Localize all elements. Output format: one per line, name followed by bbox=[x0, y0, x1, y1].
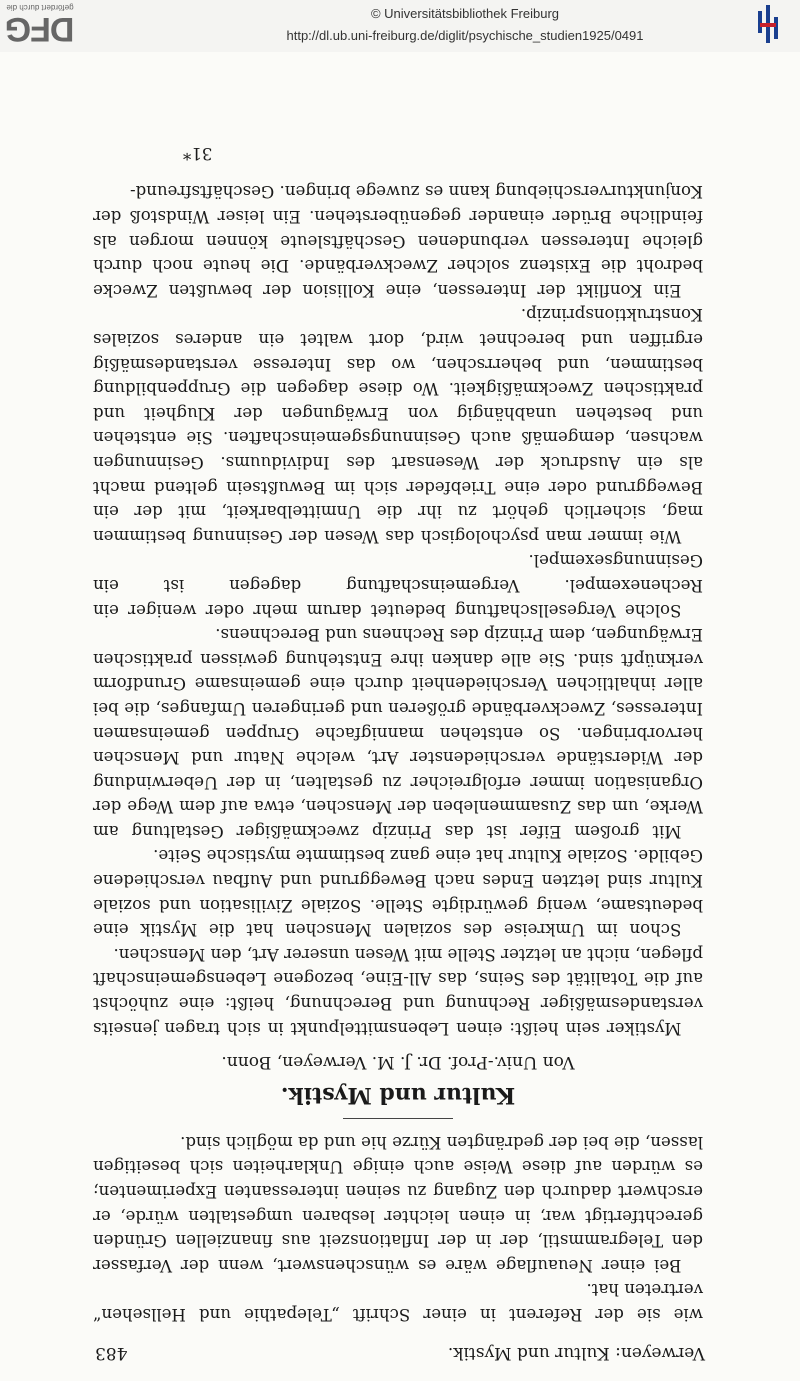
section-divider bbox=[343, 1118, 453, 1119]
body-text bbox=[93, 140, 703, 1326]
paragraph: Ein Konflikt der Interessen, eine Kollision der bewußten Zwecke bedroht die Existenz solcher Zweckverbände. Die heute noch durch gleiche Interessen verbundenen Geschäftsleute können morgen als feindliche Brüder einander gegenüberstehen. Ein leiser Windstoß der Konjunkturverschiebung kann es zuwege bringen. Geschäftsfreund- bbox=[93, 182, 703, 300]
dfg-logo[interactable] bbox=[4, 2, 76, 48]
running-head-title: Verweyen: Kultur und Mystik. bbox=[447, 1343, 705, 1363]
library-logo-icon[interactable] bbox=[752, 3, 784, 45]
author-line: Von Univ.-Prof. Dr. J. M. Verweyen, Bonn. bbox=[221, 1052, 575, 1073]
running-head bbox=[95, 1333, 705, 1363]
paragraph: Solche Vergesellschaftung bedeutet darum mehr oder weniger ein Rechenexempel. Vergemeinschaftung dagegen ist ein Gesinnungsexempel. bbox=[93, 551, 703, 620]
page-content-rotated bbox=[0, 52, 800, 1381]
article-title: Kultur und Mystik. bbox=[280, 1082, 516, 1109]
paragraph: Bei einer Neuauflage wäre es wünschenswert, wenn der Verfasser den Telegrammstil, der in der Inflationszeit aus finanziellen Gründen gerechtfertigt war, in einen leichter lesbaren umgestalten würde, er erschwert dadurch den Zugang zu seinen interessanten Experimenten; es würden auf diese Weise auch einige Unklarheiten sich beseitigen lassen, die bei der gedrängten Kürze hie und da möglich sind. bbox=[93, 1132, 703, 1275]
viewer-header bbox=[0, 0, 800, 53]
page-number: 483 bbox=[95, 1343, 128, 1363]
paragraph: Mystiker sein heißt: einen Lebensmittelpunkt in sich tragen jenseits verstandesmäßiger Rechnung und Berechnung, heißt: eine zuhöchst auf die Totalität des Seins, das All-Eine, bezogene Lebensgemeinschaft pflegen, nicht an letzter Stelle mit Wesen unserer Art, den Menschen. bbox=[93, 944, 703, 1038]
permalink-url[interactable]: http://dl.ub.uni-freiburg.de/diglit/psychische_studien1925/0491 bbox=[286, 28, 644, 43]
dfg-logo-text: DFG bbox=[5, 10, 75, 48]
paragraph: Schon im Umkreise des sozialen Menschen hat die Mystik eine bedeutsame, wenig gewürdigte Stelle. Soziale Zivilisation und soziale Kultur sind letzten Endes nach Beweggrund und Aufbau verschiedene Gebilde. Soziale Kultur hat eine ganz bestimmte mystische Seite. bbox=[93, 846, 703, 940]
signature-mark: 31* bbox=[183, 143, 213, 163]
paragraph: wie sie der Referent in einer Schrift „Telepathie und Hellsehen“ vertreten hat. bbox=[93, 1280, 703, 1324]
copyright-notice: © Universitätsbibliothek Freiburg bbox=[370, 6, 560, 21]
paragraph: Mit großem Eifer ist das Prinzip zweckmäßiger Gestaltung am Werke, um das Zusammenleben der Menschen, etwa auf dem Wege der Organisation immer erfolgreicher zu gestalten, in der Ueberwindung der Widerstände verschiedenster Art, welche Natur und Menschen hervorbringen. So entstehen mannigfache Gruppen gemeinsamen Interesses, Zweckverbände größeren und geringeren Umfanges, die bei aller inhaltlichen Verschiedenheit durch eine gemeinsame Grundform verknüpft sind. Sie alle danken ihre Entstehung gewissen praktischen Erwägungen, dem Prinzip des Rechnens und Berechnens. bbox=[93, 625, 703, 841]
paragraph: Wie immer man psychologisch das Wesen der Gesinnung bestimmen mag, sicherlich gehört zu ihr die Unmittelbarkeit, mit der ein Beweggrund oder eine Triebfeder sich im Bewußtsein geltend macht als ein Ausdruck der Wesensart des Individuums. Gesinnungen wachsen, demgemäß auch Gesinnungsgemeinschaften. Sie entstehen und bestehen unabhängig von Erwägungen der Klugheit und praktischen Zweckmäßigkeit. Wo diese dagegen die Gruppenbildung bestimmen, und beherrschen, wo das Interesse verstandesmäßig ergriffen und berechnet wird, dort waltet ein anderes soziales Konstruktionsprinzip. bbox=[93, 305, 703, 546]
scanned-page bbox=[0, 52, 800, 1381]
dfg-logo-subtext: gefördert durch die bbox=[6, 3, 74, 12]
